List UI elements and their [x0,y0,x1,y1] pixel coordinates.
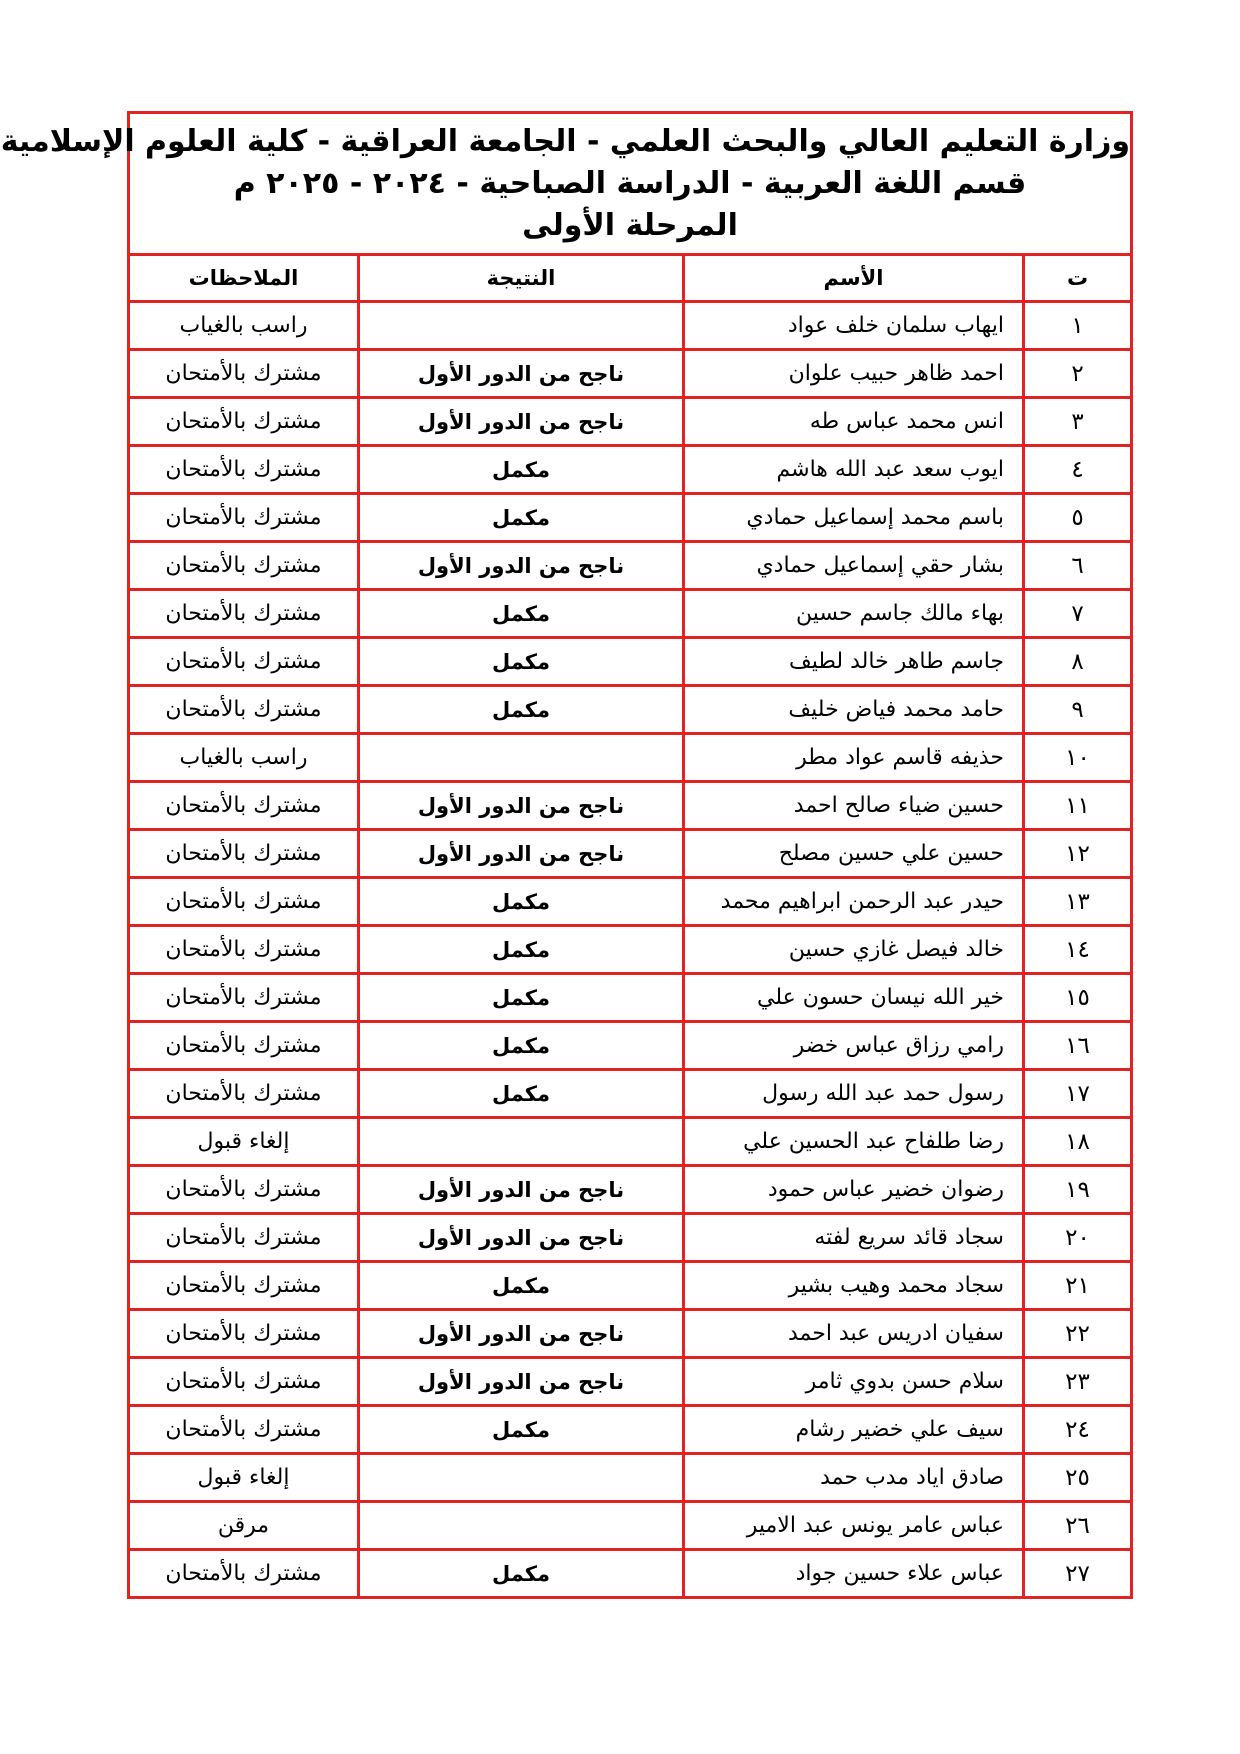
row-number: ١٤ [1024,926,1132,974]
row-number: ١ [1024,302,1132,350]
student-name: بشار حقي إسماعيل حمادي [684,542,1024,590]
notes-cell: مشترك بالأمتحان [129,590,359,638]
student-name: احمد ظاهر حبيب علوان [684,350,1024,398]
table-row [129,1022,1132,1070]
table-row [129,1550,1132,1598]
result-cell [359,302,684,350]
result-cell: ناجح من الدور الأول [359,1310,684,1358]
table-row [129,782,1132,830]
student-name: انس محمد عباس طه [684,398,1024,446]
table-row [129,1310,1132,1358]
student-name: ايوب سعد عبد الله هاشم [684,446,1024,494]
student-name: حيدر عبد الرحمن ابراهيم محمد [684,878,1024,926]
table-row [129,302,1132,350]
notes-cell: مشترك بالأمتحان [129,494,359,542]
table-row [129,1118,1132,1166]
result-cell: ناجح من الدور الأول [359,1166,684,1214]
notes-cell: مرقن [129,1502,359,1550]
notes-cell: مشترك بالأمتحان [129,398,359,446]
student-name: رضوان خضير عباس حمود [684,1166,1024,1214]
results-table [0,111,1133,1599]
table-row [129,686,1132,734]
notes-cell: مشترك بالأمتحان [129,350,359,398]
row-number: ٢١ [1024,1262,1132,1310]
row-number: ٥ [1024,494,1132,542]
table-body [129,302,1132,1598]
row-number: ٢٠ [1024,1214,1132,1262]
title-row [129,113,1132,255]
column-header-row [129,255,1132,302]
result-cell: مكمل [359,638,684,686]
table-row [129,1262,1132,1310]
notes-cell: مشترك بالأمتحان [129,974,359,1022]
column-header-notes: الملاحظات [129,255,359,302]
result-cell: ناجح من الدور الأول [359,830,684,878]
student-name: بهاء مالك جاسم حسين [684,590,1024,638]
result-cell [359,1502,684,1550]
student-name: عباس علاء حسين جواد [684,1550,1024,1598]
table-row [129,830,1132,878]
notes-cell: مشترك بالأمتحان [129,1550,359,1598]
result-cell: مكمل [359,878,684,926]
row-number: ٧ [1024,590,1132,638]
notes-cell: مشترك بالأمتحان [129,878,359,926]
notes-cell: مشترك بالأمتحان [129,830,359,878]
student-name: رضا طلفاح عبد الحسين علي [684,1118,1024,1166]
notes-cell: مشترك بالأمتحان [129,1406,359,1454]
notes-cell: مشترك بالأمتحان [129,1358,359,1406]
row-number: ٢٢ [1024,1310,1132,1358]
student-name: صادق اياد مدب حمد [684,1454,1024,1502]
row-number: ١٥ [1024,974,1132,1022]
row-number: ٢٦ [1024,1502,1132,1550]
row-number: ٢٤ [1024,1406,1132,1454]
result-cell: ناجح من الدور الأول [359,350,684,398]
table-row [129,734,1132,782]
notes-cell: مشترك بالأمتحان [129,1214,359,1262]
result-cell: مكمل [359,1022,684,1070]
notes-cell: مشترك بالأمتحان [129,1022,359,1070]
notes-cell: راسب بالغياب [129,302,359,350]
row-number: ٢٣ [1024,1358,1132,1406]
table-row [129,446,1132,494]
student-name: حسين علي حسين مصلح [684,830,1024,878]
result-cell [359,1118,684,1166]
row-number: ٩ [1024,686,1132,734]
notes-cell: إلغاء قبول [129,1118,359,1166]
result-cell: ناجح من الدور الأول [359,542,684,590]
student-name: رامي رزاق عباس خضر [684,1022,1024,1070]
result-cell: مكمل [359,926,684,974]
document-title [0,113,1132,255]
row-number: ١١ [1024,782,1132,830]
result-cell: مكمل [359,494,684,542]
table-row [129,926,1132,974]
table-row [129,494,1132,542]
table-row [129,878,1132,926]
table-row [129,542,1132,590]
result-cell: مكمل [359,1406,684,1454]
table-row [129,1070,1132,1118]
notes-cell: إلغاء قبول [129,1454,359,1502]
notes-cell: مشترك بالأمتحان [129,446,359,494]
row-number: ١٠ [1024,734,1132,782]
notes-cell: راسب بالغياب [129,734,359,782]
result-cell: مكمل [359,1070,684,1118]
notes-cell: مشترك بالأمتحان [129,638,359,686]
title-line-department: قسم اللغة العربية - الدراسة الصباحية - ٢٠٢٤ - ٢٠٢٥ م [233,165,1027,201]
row-number: ٨ [1024,638,1132,686]
notes-cell: مشترك بالأمتحان [129,1070,359,1118]
result-cell: مكمل [359,590,684,638]
student-name: سجاد قائد سريع لفته [684,1214,1024,1262]
student-name: سيف علي خضير رشام [684,1406,1024,1454]
row-number: ١٧ [1024,1070,1132,1118]
column-header-number: ت [1024,255,1132,302]
student-name: عباس عامر يونس عبد الامير [684,1502,1024,1550]
student-name: سلام حسن بدوي ثامر [684,1358,1024,1406]
table-row [129,638,1132,686]
result-cell: مكمل [359,446,684,494]
row-number: ١٣ [1024,878,1132,926]
row-number: ١٩ [1024,1166,1132,1214]
student-name: حامد محمد فياض خليف [684,686,1024,734]
student-name: حذيفه قاسم عواد مطر [684,734,1024,782]
result-cell: مكمل [359,686,684,734]
result-cell: مكمل [359,1262,684,1310]
row-number: ١٢ [1024,830,1132,878]
table-row [129,590,1132,638]
student-name: خالد فيصل غازي حسين [684,926,1024,974]
table-row [129,1358,1132,1406]
table-row [129,1406,1132,1454]
row-number: ٢ [1024,350,1132,398]
row-number: ٣ [1024,398,1132,446]
row-number: ١٦ [1024,1022,1132,1070]
student-name: ايهاب سلمان خلف عواد [684,302,1024,350]
student-name: سجاد محمد وهيب بشير [684,1262,1024,1310]
table-row [129,1166,1132,1214]
result-cell [359,734,684,782]
title-line-stage: المرحلة الأولى [522,207,738,243]
table-row [129,974,1132,1022]
result-cell: مكمل [359,1550,684,1598]
notes-cell: مشترك بالأمتحان [129,1166,359,1214]
table-row [129,1214,1132,1262]
notes-cell: مشترك بالأمتحان [129,1262,359,1310]
row-number: ٢٧ [1024,1550,1132,1598]
column-header-name: الأسم [684,255,1024,302]
notes-cell: مشترك بالأمتحان [129,1310,359,1358]
result-cell [359,1454,684,1502]
row-number: ٢٥ [1024,1454,1132,1502]
column-header-result: النتيجة [359,255,684,302]
table-row [129,398,1132,446]
notes-cell: مشترك بالأمتحان [129,926,359,974]
student-name: حسين ضياء صالح احمد [684,782,1024,830]
notes-cell: مشترك بالأمتحان [129,686,359,734]
result-cell: ناجح من الدور الأول [359,398,684,446]
table-row [129,1454,1132,1502]
student-name: باسم محمد إسماعيل حمادي [684,494,1024,542]
student-name: خير الله نيسان حسون علي [684,974,1024,1022]
result-cell: ناجح من الدور الأول [359,1214,684,1262]
student-name: رسول حمد عبد الله رسول [684,1070,1024,1118]
table-row [129,350,1132,398]
title-line-ministry: وزارة التعليم العالي والبحث العلمي - الجامعة العراقية - كلية العلوم الإسلامية [0,123,1130,159]
result-cell: مكمل [359,974,684,1022]
result-cell: ناجح من الدور الأول [359,782,684,830]
row-number: ١٨ [1024,1118,1132,1166]
notes-cell: مشترك بالأمتحان [129,542,359,590]
notes-cell: مشترك بالأمتحان [129,782,359,830]
student-name: جاسم طاهر خالد لطيف [684,638,1024,686]
student-name: سفيان ادريس عبد احمد [684,1310,1024,1358]
table-row [129,1502,1132,1550]
row-number: ٦ [1024,542,1132,590]
result-cell: ناجح من الدور الأول [359,1358,684,1406]
results-document [0,111,1133,1599]
row-number: ٤ [1024,446,1132,494]
